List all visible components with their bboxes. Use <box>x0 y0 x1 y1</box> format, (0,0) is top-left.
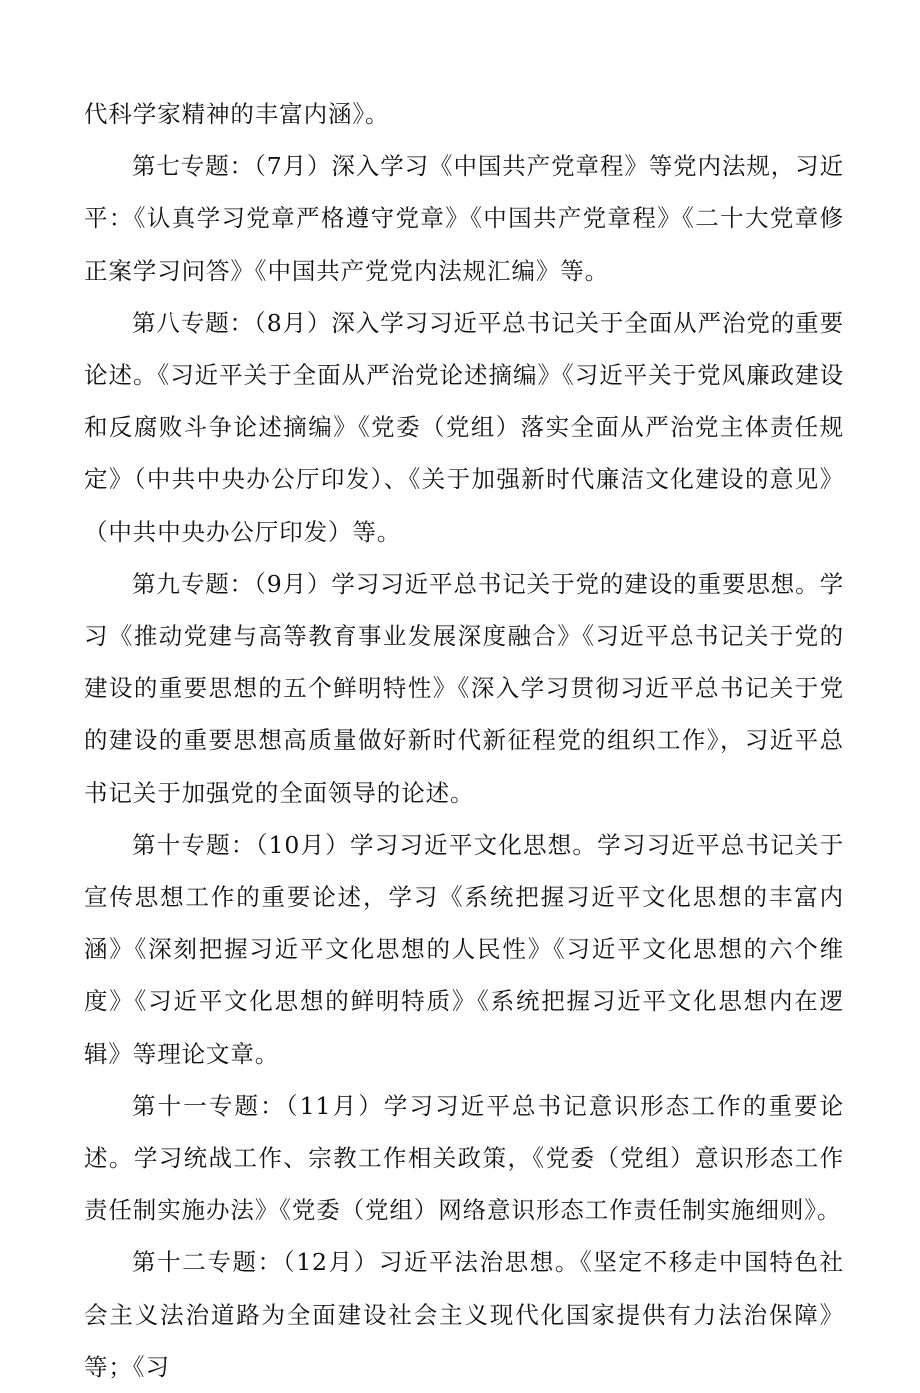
paragraph-topic-9: 第九专题：（9月）学习习近平总书记关于党的建设的重要思想。学习《推动党建与高等教育事业发展深度融合》《习近平总书记关于党的建设的重要思想的五个鲜明特性》《深入学习贯彻习近平总书记关于党的建设的重要思想高质量做好新时代新征程党的组织工作》，习近平总书记关于加强党的全面领导的论述。 <box>84 569 844 807</box>
paragraph-topic-8: 第八专题：（8月）深入学习习近平总书记关于全面从严治党的重要论述。《习近平关于全面从严治党论述摘编》《习近平关于党风廉政建设和反腐败斗争论述摘编》《党委（党组）落实全面从严治党主体责任规定》（中共中央办公厅印发）、《关于加强新时代廉洁文化建设的意见》（中共中央办公厅印发）等。 <box>84 308 844 546</box>
paragraph-continuation: 代科学家精神的丰富内涵》。 <box>84 100 390 128</box>
paragraph-topic-12: 第十二专题：（12月）习近平法治思想。《坚定不移走中国特色社会主义法治道路为全面建设社会主义现代化国家提供有力法治保障》等；《习 <box>84 1248 844 1381</box>
paragraph-topic-11: 第十一专题：（11月）学习习近平总书记意识形态工作的重要论述。学习统战工作、宗教工作相关政策，《党委（党组）意识形态工作责任制实施办法》《党委（党组）网络意识形态工作责任制实施细则》。 <box>84 1091 844 1225</box>
paragraph-topic-7: 第七专题：（7月）深入学习《中国共产党章程》等党内法规，习近平：《认真学习党章严格遵守党章》《中国共产党章程》《二十大党章修正案学习问答》《中国共产党党内法规汇编》等。 <box>84 152 844 285</box>
document-body <box>84 88 844 1393</box>
paragraph-topic-10: 第十专题：（10月）学习习近平文化思想。学习习近平总书记关于宣传思想工作的重要论述，学习《系统把握习近平文化思想的丰富内涵》《深刻把握习近平文化思想的人民性》《习近平文化思想的六个维度》《习近平文化思想的鲜明特质》《系统把握习近平文化思想内在逻辑》等理论文章。 <box>84 830 844 1068</box>
